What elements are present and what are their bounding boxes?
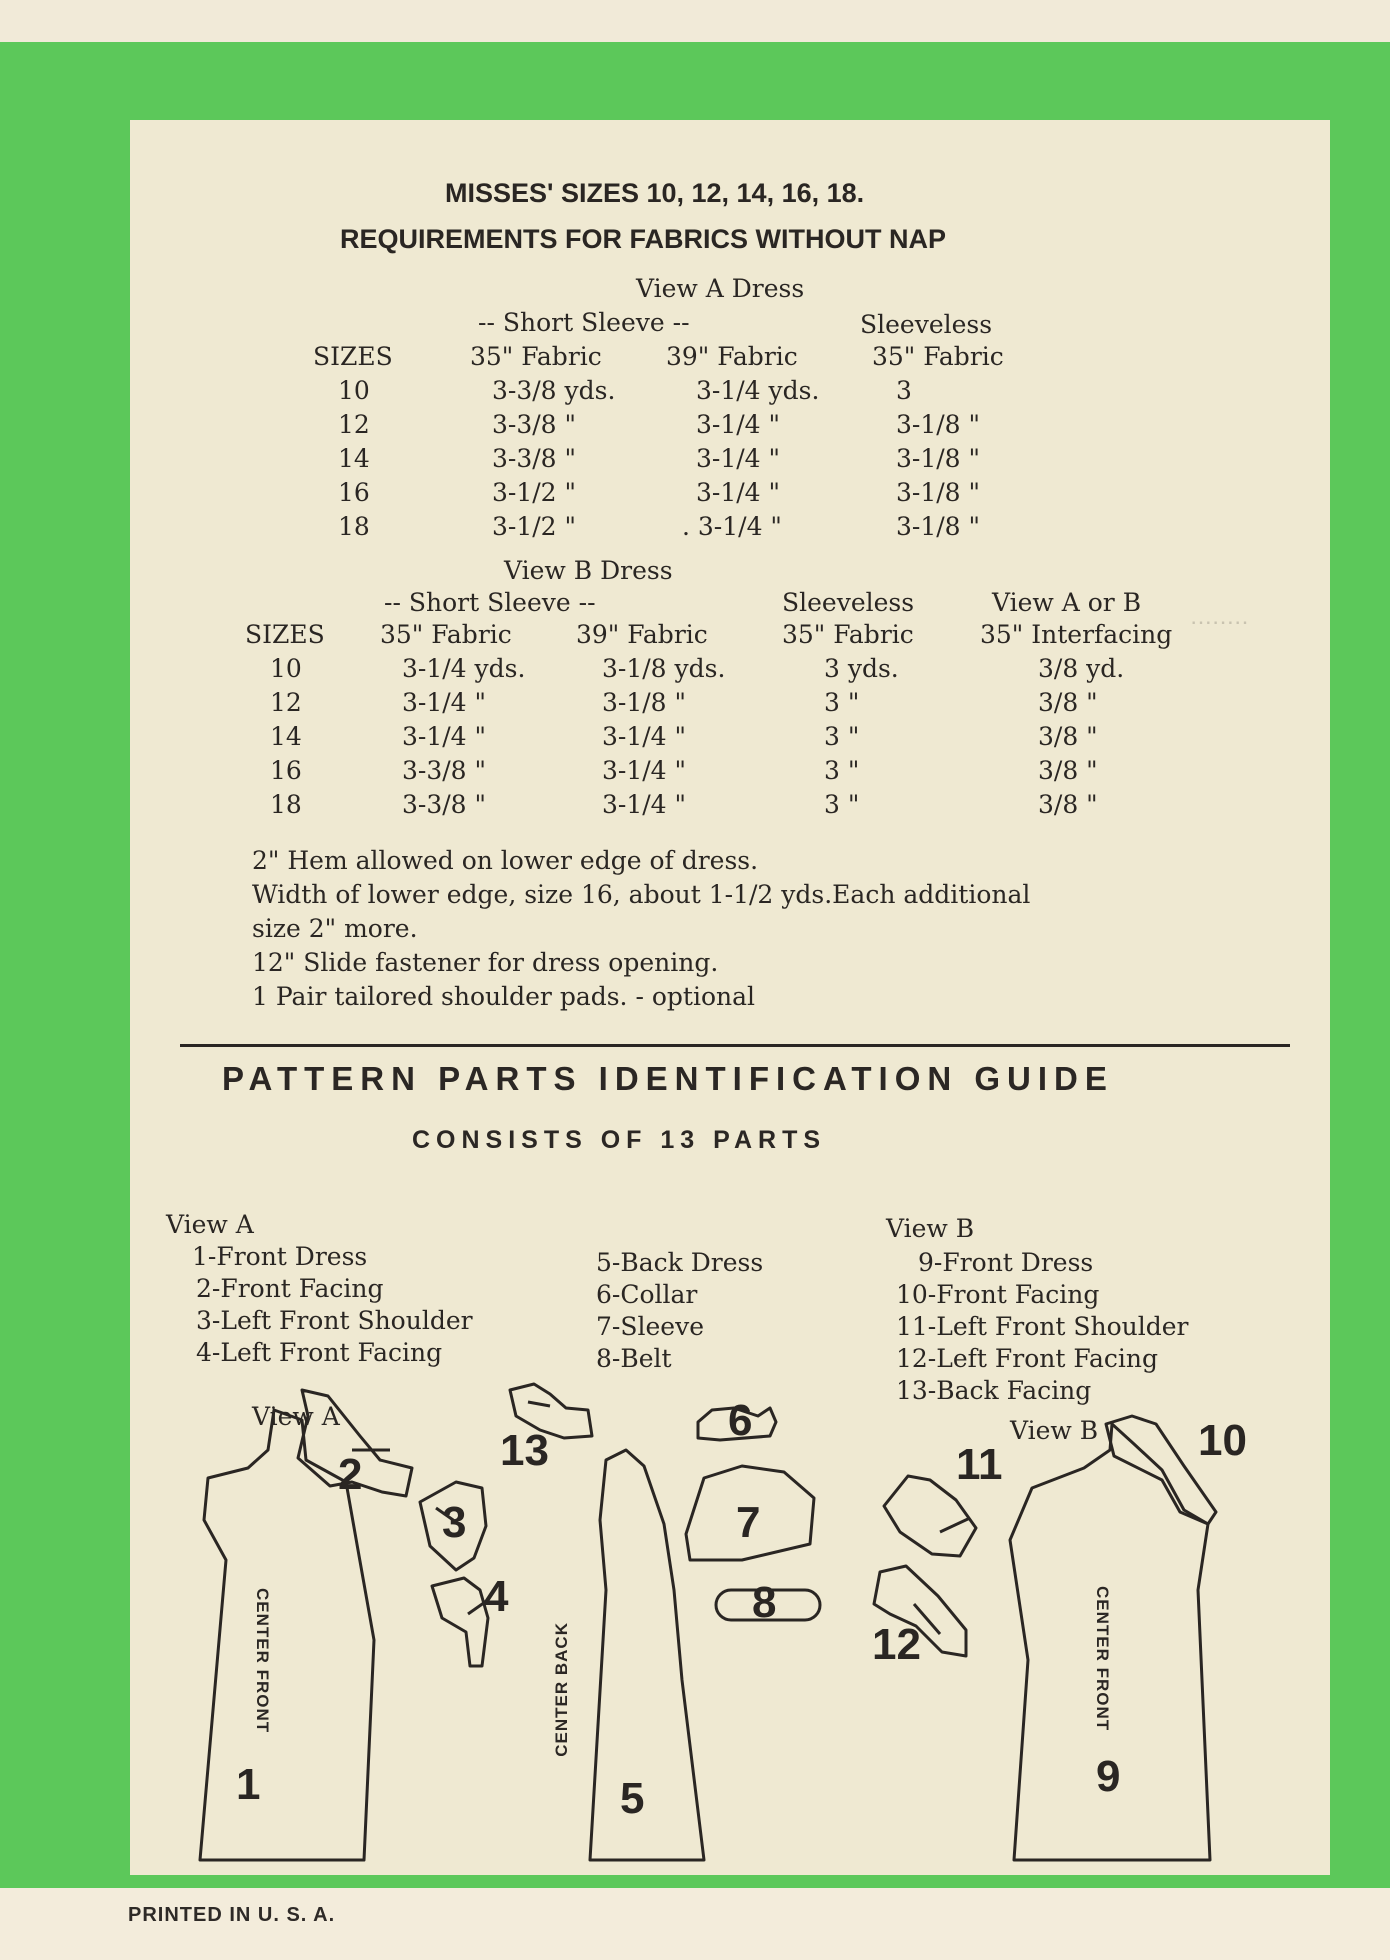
note-line: 12" Slide fastener for dress opening. <box>252 948 719 977</box>
table-cell: 3-1/4 " <box>402 722 487 751</box>
view-b-group-short: -- Short Sleeve -- <box>384 588 596 617</box>
piece-number: 1 <box>236 1760 261 1809</box>
table-cell: 3-1/8 " <box>896 444 981 473</box>
table-cell: 3-1/4 " <box>602 790 687 819</box>
table-cell: 3-3/8 " <box>492 444 577 473</box>
list-item: 8-Belt <box>596 1344 672 1373</box>
table-cell: 3-1/4 " <box>402 688 487 717</box>
view-b-list-label: View B <box>886 1214 975 1243</box>
piece-number: 11 <box>956 1440 1003 1489</box>
table-cell: 3-1/4 " <box>696 444 781 473</box>
table-cell: 3/8 " <box>1038 756 1098 785</box>
list-item: 1-Front Dress <box>192 1242 368 1271</box>
table-cell: 16 <box>270 756 302 785</box>
view-b-col-2: 39" Fabric <box>576 620 708 649</box>
table-cell: 3-1/8 " <box>896 410 981 439</box>
view-b-group-interfacing: View A or B <box>992 588 1142 617</box>
guide-subtitle: CONSISTS OF 13 PARTS <box>412 1126 827 1154</box>
pattern-piece-5 <box>590 1450 704 1860</box>
table-cell: 3-1/4 " <box>602 756 687 785</box>
view-a-col-sizes: SIZES <box>313 342 393 371</box>
note-line: size 2" more. <box>252 914 418 943</box>
view-b-group-sleeveless: Sleeveless <box>782 588 915 617</box>
list-item: 5-Back Dress <box>596 1248 764 1277</box>
piece-number: 9 <box>1096 1752 1121 1801</box>
table-cell: . 3-1/4 " <box>682 512 782 541</box>
piece-number: 7 <box>736 1498 761 1547</box>
piece-number: 10 <box>1198 1416 1247 1465</box>
table-cell: 3-1/2 " <box>492 512 577 541</box>
diagram-view-a-label: View A <box>252 1402 340 1431</box>
guide-title: PATTERN PARTS IDENTIFICATION GUIDE <box>222 1060 1114 1097</box>
table-cell: 3 " <box>824 790 860 819</box>
list-item: 13-Back Facing <box>896 1376 1092 1405</box>
table-cell: 10 <box>338 376 370 405</box>
printed-in-usa: PRINTED IN U. S. A. <box>128 1904 336 1926</box>
piece-number: 6 <box>728 1396 753 1445</box>
table-cell: 3-1/4 yds. <box>696 376 820 405</box>
piece-number: 8 <box>752 1578 777 1627</box>
table-cell: 3-1/8 yds. <box>602 654 726 683</box>
table-cell: 3-1/4 " <box>696 410 781 439</box>
table-cell: 3/8 " <box>1038 722 1098 751</box>
table-cell: 3-1/8 " <box>602 688 687 717</box>
view-a-col-1: 35" Fabric <box>470 342 602 371</box>
table-cell: 3-1/4 " <box>602 722 687 751</box>
table-cell: 3 <box>896 376 912 405</box>
list-item: 12-Left Front Facing <box>896 1344 1158 1373</box>
view-b-col-3: 35" Fabric <box>782 620 914 649</box>
view-a-group-sleeveless: Sleeveless <box>860 310 993 339</box>
list-item: 10-Front Facing <box>896 1280 1100 1309</box>
table-cell: 3/8 " <box>1038 688 1098 717</box>
pattern-sheet <box>130 120 1330 1875</box>
view-b-col-sizes: SIZES <box>245 620 325 649</box>
list-item: 11-Left Front Shoulder <box>896 1312 1189 1341</box>
table-cell: 3-3/8 " <box>402 790 487 819</box>
view-a-group-short: -- Short Sleeve -- <box>478 308 690 337</box>
note-line: 2" Hem allowed on lower edge of dress. <box>252 846 759 875</box>
table-cell: 12 <box>338 410 370 439</box>
pattern-piece-4 <box>432 1578 488 1666</box>
grainline-arrow <box>940 1518 970 1532</box>
table-cell: 3-3/8 yds. <box>492 376 616 405</box>
pattern-pieces-diagram <box>130 120 1330 1875</box>
view-b-col-1: 35" Fabric <box>380 620 512 649</box>
table-cell: 3-1/4 " <box>696 478 781 507</box>
piece-number: 2 <box>338 1450 363 1499</box>
grainline-arrow <box>528 1402 550 1406</box>
table-cell: 16 <box>338 478 370 507</box>
table-cell: 3-1/2 " <box>492 478 577 507</box>
table-cell: 3 " <box>824 756 860 785</box>
table-cell: 12 <box>270 688 302 717</box>
list-item: 3-Left Front Shoulder <box>196 1306 473 1335</box>
table-cell: 18 <box>338 512 370 541</box>
center-front-label-b: CENTER FRONT <box>1093 1586 1112 1732</box>
ghost-text: ‥‥‥‥ <box>1190 604 1249 629</box>
table-cell: 3-1/8 " <box>896 478 981 507</box>
view-a-list-label: View A <box>166 1210 254 1239</box>
piece-number: 3 <box>442 1498 467 1547</box>
table-cell: 3/8 yd. <box>1038 654 1125 683</box>
diagram-view-b-label: View B <box>1010 1416 1099 1445</box>
table-cell: 3/8 " <box>1038 790 1098 819</box>
sizes-heading: MISSES' SIZES 10, 12, 14, 16, 18. <box>445 178 865 208</box>
table-cell: 3-3/8 " <box>492 410 577 439</box>
note-line: Width of lower edge, size 16, about 1-1/2 yds.Each additional <box>252 880 1031 909</box>
requirements-heading: REQUIREMENTS FOR FABRICS WITHOUT NAP <box>340 224 946 254</box>
view-b-title: View B Dress <box>504 556 673 585</box>
view-a-title: View A Dress <box>636 274 805 303</box>
table-cell: 14 <box>270 722 302 751</box>
list-item: 7-Sleeve <box>596 1312 704 1341</box>
note-line: 1 Pair tailored shoulder pads. - optional <box>252 982 755 1011</box>
table-cell: 3 " <box>824 688 860 717</box>
table-cell: 18 <box>270 790 302 819</box>
table-cell: 3-1/8 " <box>896 512 981 541</box>
view-a-col-3: 35" Fabric <box>872 342 1004 371</box>
list-item: 4-Left Front Facing <box>196 1338 443 1367</box>
table-cell: 14 <box>338 444 370 473</box>
piece-number: 5 <box>620 1774 645 1823</box>
piece-number: 12 <box>872 1620 921 1669</box>
table-cell: 3-1/4 yds. <box>402 654 526 683</box>
center-front-label: CENTER FRONT <box>253 1588 272 1734</box>
center-back-label: CENTER BACK <box>552 1622 571 1757</box>
list-item: 6-Collar <box>596 1280 698 1309</box>
list-item: 9-Front Dress <box>918 1248 1094 1277</box>
table-cell: 3 yds. <box>824 654 899 683</box>
view-a-col-2: 39" Fabric <box>666 342 798 371</box>
list-item: 2-Front Facing <box>196 1274 384 1303</box>
view-b-col-4: 35" Interfacing <box>980 620 1173 649</box>
table-cell: 3 " <box>824 722 860 751</box>
table-cell: 10 <box>270 654 302 683</box>
piece-number: 4 <box>484 1572 509 1621</box>
table-cell: 3-3/8 " <box>402 756 487 785</box>
piece-number: 13 <box>500 1426 549 1475</box>
